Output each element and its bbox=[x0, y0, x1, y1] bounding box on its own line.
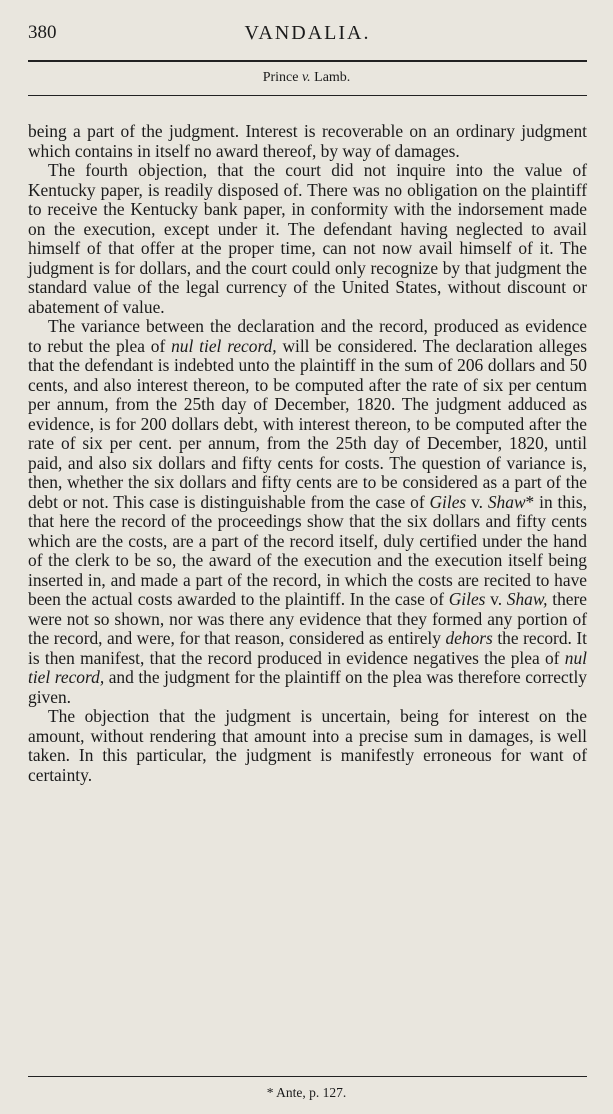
paragraph-4: The objection that the judgment is uncertain, being for interest on the amount, without rendering that amount into a precise sum in damages, is well taken. In this particular, the judgment is manifestly erroneous for want of certainty. bbox=[28, 706, 587, 785]
p3-text: v. bbox=[466, 491, 488, 512]
p3-text: will be considered. The declaration alleges that the defendant is indebted unto the plaintiff in the sum of 206 dollars and 50 cents, and also interest thereon, to be computed after the rate of six per centum per annum, from the 25th day of December, 1820. The judgment adduced as evidence, is for 200 dollars debt, with interest thereon, to be computed after the rate of six per cent. per annum, from the 25th day of December, 1820, until paid, and also six dollars and fifty cents for costs. The question of variance is, then, whether the six dollars and fifty cents are to be considered as a part of the debt or not. This case is distinguishable from the case of bbox=[28, 335, 587, 512]
p3-italic: nul tiel record, bbox=[28, 647, 587, 687]
case-versus: v. bbox=[301, 70, 311, 85]
caption-rule bbox=[28, 95, 587, 96]
p3-text: there were not so shown, nor was there any evidence that they formed any portion of the record, and were, for that reason, considered as entirely bbox=[28, 589, 587, 648]
p3-text: the record. It is then manifest, that the record produced in evidence negatives the plea of bbox=[28, 628, 587, 668]
running-title: VANDALIA. bbox=[244, 22, 371, 44]
footnote-rule bbox=[28, 1076, 587, 1077]
p3-text: and the judgment for the plaintiff on the plea was therefore correctly given. bbox=[28, 667, 588, 707]
paragraph-1: being a part of the judgment. Interest is recoverable on an ordinary judgment which contains in itself no award thereof, by way of damages. bbox=[28, 121, 587, 161]
page-header bbox=[28, 14, 587, 54]
p3-italic: Giles bbox=[429, 491, 467, 512]
case-party-2: Lamb. bbox=[314, 70, 351, 85]
p3-text: v. bbox=[485, 589, 507, 609]
header-rule bbox=[28, 60, 587, 62]
p3-italic: Shaw bbox=[487, 491, 526, 512]
p3-italic: Giles bbox=[448, 589, 486, 609]
p3-text: The variance between the declaration and the record, produced as evidence to rebut the plea of bbox=[28, 316, 587, 356]
footnote: * Ante, p. 127. bbox=[266, 1085, 347, 1100]
case-party-1: Prince bbox=[262, 70, 299, 85]
opinion-text bbox=[28, 122, 587, 785]
p3-text: * in this, that here the record of the proceedings show that the six dollars and fifty cents which are the costs, are a part of the record itself, duly certified under the hand of the clerk to be so, the award of the execution and the execution itself being inserted in, and made a part of the record, in which the costs are recited to have been the actual costs awarded to the plaintiff. In the case of bbox=[28, 491, 587, 609]
p3-italic: dehors bbox=[445, 628, 493, 648]
p3-italic: nul tiel record, bbox=[171, 335, 277, 356]
case-caption bbox=[0, 70, 613, 86]
page-number: 380 bbox=[28, 22, 57, 43]
paragraph-2: The fourth objection, that the court did not inquire into the value of Kentucky paper, is readily disposed of. There was no obligation on the plaintiff to receive the Kentucky bank paper, in conformity with the indorsement made on the execution, except under it. The defendant having neglected to avail himself of that offer at the proper time, can not now avail himself of it. The judgment is for dollars, and the court could only recognize by that judgment the standard value of the legal currency of the United States, without discount or abatement of value. bbox=[28, 160, 587, 317]
paragraph-3 bbox=[28, 317, 587, 707]
p3-italic: Shaw, bbox=[506, 589, 548, 609]
